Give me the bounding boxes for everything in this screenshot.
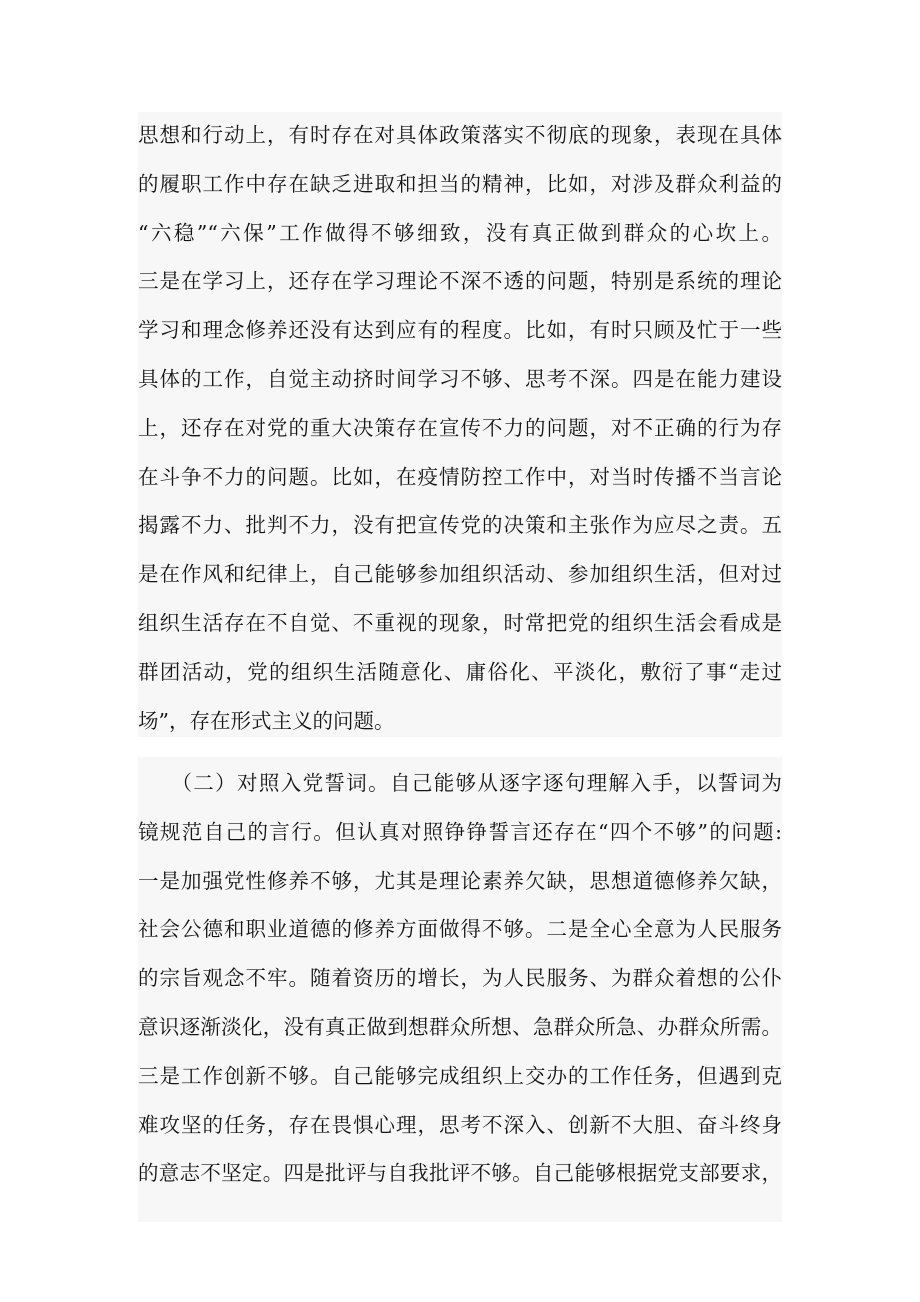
- paragraph-continued-problems: [138, 112, 782, 737]
- text-line: 难攻坚的任务，存在畏惧心理，思考不深入、创新不大胆、奋斗终身: [138, 1112, 782, 1137]
- text-line: 揭露不力、批判不力，没有把宣传党的决策和主张作为应尽之责。五: [138, 513, 782, 538]
- text-line: 是在作风和纪律上，自己能够参加组织活动、参加组织生活，但对过: [138, 562, 782, 587]
- text-line: 学习和理念修养还没有达到应有的程度。比如，有时只顾及忙于一些: [138, 318, 782, 343]
- text-line: 三是在学习上，还存在学习理论不深不透的问题，特别是系统的理论: [138, 269, 782, 294]
- text-line: 一是加强党性修养不够，尤其是理论素养欠缺，思想道德修养欠缺，: [138, 868, 782, 893]
- paragraph-party-oath: [138, 757, 782, 1222]
- text-line: 在斗争不力的问题。比如，在疫情防控工作中，对当时传播不当言论: [138, 464, 782, 489]
- text-line: 意识逐渐淡化，没有真正做到想群众所想、急群众所急、办群众所需。: [138, 1014, 782, 1039]
- text-line: 思想和行动上，有时存在对具体政策落实不彻底的现象，表现在具体: [138, 123, 782, 147]
- text-line: “六稳”“六保”工作做得不够细致，没有真正做到群众的心坎上。: [138, 220, 782, 245]
- text-line: （二）对照入党誓词。自己能够从逐字逐句理解入手，以誓词为: [138, 771, 782, 795]
- text-line: 场”，存在形式主义的问题。: [138, 708, 395, 733]
- text-line: 三是工作创新不够。自己能够完成组织上交办的工作任务，但遇到克: [138, 1063, 782, 1088]
- text-line: 群团活动，党的组织生活随意化、庸俗化、平淡化，敷衍了事“走过: [138, 659, 782, 684]
- text-line: 上，还存在对党的重大决策存在宣传不力的问题，对不正确的行为存: [138, 415, 782, 440]
- text-line: 的履职工作中存在缺乏进取和担当的精神，比如，对涉及群众利益的: [138, 171, 782, 196]
- text-line: 社会公德和职业道德的修养方面做得不够。二是全心全意为人民服务: [138, 917, 782, 942]
- text-line: 的意志不坚定。四是批评与自我批评不够。自己能够根据党支部要求，: [138, 1161, 782, 1186]
- text-line: 组织生活存在不自觉、不重视的现象，时常把党的组织生活会看成是: [138, 610, 782, 635]
- text-line: 的宗旨观念不牢。随着资历的增长，为人民服务、为群众着想的公仆: [138, 966, 782, 991]
- text-line: 镜规范自己的言行。但认真对照铮铮誓言还存在“四个不够”的问题:: [138, 819, 782, 844]
- text-line: 具体的工作，自觉主动挤时间学习不够、思考不深。四是在能力建设: [138, 366, 782, 391]
